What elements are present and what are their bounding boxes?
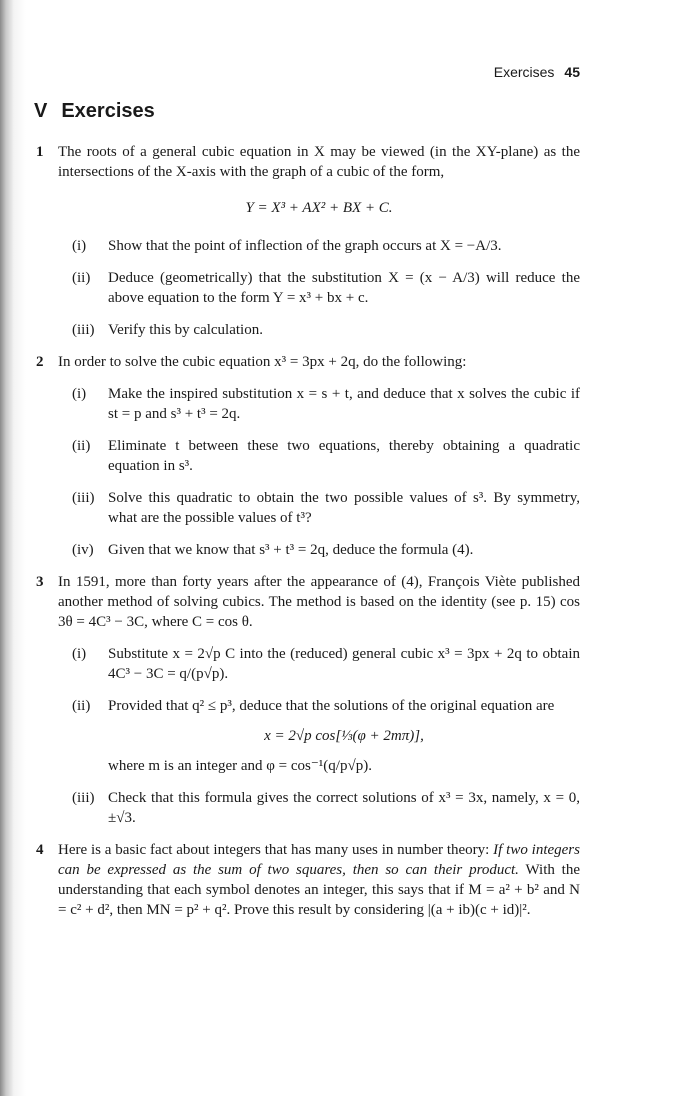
subpart-label: (iii) [72, 490, 95, 506]
subpart-text: Solve this quadratic to obtain the two possible values of s³. By symmetry, what are the possible values of t³? [108, 490, 580, 526]
page-number: 45 [564, 64, 580, 80]
subpart-label: (iii) [72, 322, 95, 338]
subpart [58, 384, 580, 424]
subpart-text: Substitute x = 2√p C into the (reduced) general cubic x³ = 3px + 2q to obtain 4C³ − 3C = q/(p√p). [108, 646, 580, 682]
subpart [58, 236, 580, 256]
subpart [58, 644, 580, 684]
subpart-text: Make the inspired substitution x = s + t, and deduce that x solves the cubic if st = p and s³ + t³ = 2q. [108, 386, 580, 422]
display-equation: x = 2√p cos[⅓(φ + 2mπ)], [264, 728, 424, 744]
subpart-continuation: where m is an integer and φ = cos⁻¹(q/p√p). [108, 758, 372, 774]
exercise-number: 3 [36, 574, 44, 590]
exercise-3 [36, 572, 580, 828]
subpart-label: (iv) [72, 542, 94, 558]
subpart-label: (iii) [72, 790, 95, 806]
subpart [58, 488, 580, 528]
exercise-4 [36, 840, 580, 920]
header-title: Exercises [493, 64, 555, 80]
subpart-label: (ii) [72, 698, 91, 714]
exercise-list [36, 142, 580, 932]
subpart-text: Given that we know that s³ + t³ = 2q, deduce the formula (4). [108, 542, 474, 558]
exercise-text: The roots of a general cubic equation in X may be viewed (in the XY-plane) as the intersections of the X-axis with the graph of a cubic of the form, [58, 144, 580, 180]
subpart-text: Check that this formula gives the correct solutions of x³ = 3x, namely, x = 0, ±√3. [108, 790, 580, 826]
subpart-text: Deduce (geometrically) that the substitution X = (x − A/3) will reduce the above equation to the form Y = x³ + bx + c. [108, 270, 580, 306]
subpart-text: Show that the point of inflection of the graph occurs at X = −A/3. [108, 238, 502, 254]
exercise-2 [36, 352, 580, 560]
subpart [58, 436, 580, 476]
exercise-text: In 1591, more than forty years after the appearance of (4), François Viète published another method of solving cubics. The method is based on the identity (see p. 15) cos 3θ = 4C³ − 3C, where C = cos θ. [58, 574, 580, 630]
exercise-number: 4 [36, 842, 44, 858]
subpart-text: Eliminate t between these two equations, thereby obtaining a quadratic equation in s³. [108, 438, 580, 474]
subpart [58, 268, 580, 308]
italic-statement: If two integers can be expressed as the sum of two squares, then so can their product. [58, 842, 580, 878]
text-end: With the understanding that each symbol denotes an integer, this says that if M = a² + b² and N = c² + d², then MN = p² + q². Prove this result by considering |(a + ib)(c + id)|². [58, 862, 580, 918]
text-start: Here is a basic fact about integers that has many uses in number theory: [58, 842, 494, 858]
subpart [58, 696, 580, 776]
section-title: Exercises [61, 100, 155, 122]
subpart-label: (i) [72, 646, 87, 662]
section-roman: V [34, 100, 48, 122]
subpart [58, 788, 580, 828]
section-heading [34, 100, 155, 123]
exercise-text: In order to solve the cubic equation x³ = 3px + 2q, do the following: [58, 354, 467, 370]
subpart [58, 320, 580, 340]
subpart-label: (ii) [72, 438, 91, 454]
subpart-label: (i) [72, 238, 87, 254]
subpart-label: (i) [72, 386, 87, 402]
exercise-number: 2 [36, 354, 44, 370]
exercise-text [58, 840, 580, 920]
subpart-label: (ii) [72, 270, 91, 286]
subpart [58, 540, 580, 560]
subpart-text: Provided that q² ≤ p³, deduce that the solutions of the original equation are [108, 698, 555, 714]
display-equation: Y = X³ + AX² + BX + C. [245, 200, 393, 216]
exercise-1 [36, 142, 580, 340]
running-header [494, 64, 580, 80]
exercise-number: 1 [36, 144, 44, 160]
subpart-text: Verify this by calculation. [108, 322, 263, 338]
